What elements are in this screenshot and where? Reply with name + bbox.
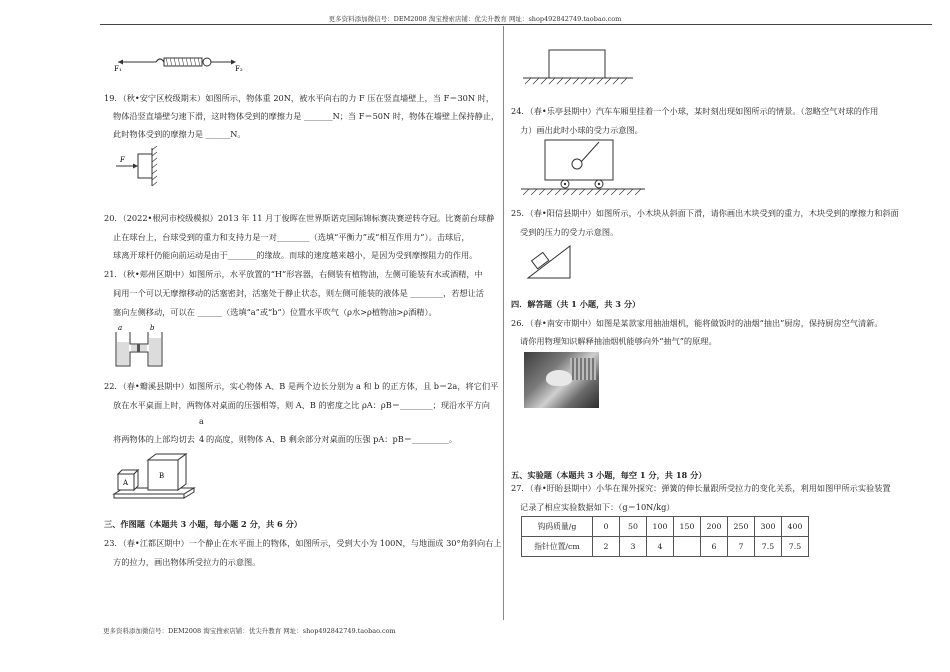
table-cell <box>674 537 701 557</box>
section-3-title: 三、作图题（本题共 3 小题，每小题 2 分，共 6 分） <box>104 519 302 529</box>
table-cell: 7.5 <box>755 537 782 557</box>
table-row <box>522 537 809 557</box>
q27-line1: 27．（春•盱眙县期中）小华在课外探究：弹簧的伸长量跟所受拉力的变化关系，利用如图甲所示实验装置 <box>511 483 891 493</box>
q20-line3: 球离开球杆仍能向前运动是由于_______的缘故。而球的速度越来越小，是因为受到摩擦阻力的作用。 <box>113 250 478 260</box>
table-cell: 指针位置/cm <box>522 537 593 557</box>
table-cell: 4 <box>647 537 674 557</box>
table-cell: 0 <box>593 517 620 537</box>
q23-line2: 方的拉力，画出物体所受拉力的示意图。 <box>113 557 261 567</box>
section-4-title: 四．解答题（共 1 小题，共 3 分） <box>511 299 641 309</box>
q19-line2: 物体沿竖直墙壁匀速下滑，这时物体受到的摩擦力是 _______N；当 F＝50N 时，物体在墙壁上保持静止， <box>113 111 500 121</box>
q19-line1: 19．（秋•安宁区校级期末）如图所示，物体重 20N，被水平向右的力 F 压在竖直墙壁上，当 F＝30N 时， <box>104 93 495 103</box>
q25-line2: 受到的压力的受力示意图。 <box>520 227 619 237</box>
table-cell: 250 <box>728 517 755 537</box>
table-cell: 钩码质量/g <box>522 517 593 537</box>
q19-f-label: F <box>120 156 125 164</box>
column-divider <box>503 26 504 620</box>
incline-figure <box>526 242 576 282</box>
header-rule <box>100 24 932 25</box>
spring-scale-figure <box>112 52 252 74</box>
table-cell: 400 <box>782 517 809 537</box>
q22-line3a: 将两物体的上部均切去 <box>113 434 195 444</box>
box-on-ground-figure <box>519 46 637 88</box>
table-cell: 50 <box>620 517 647 537</box>
q20-line2: 止在球台上，台球受到的重力和支持力是一对________（选填“平衡力”或“相互作用力”）。击球后， <box>113 232 470 242</box>
q21-line3: 塞向左侧移动，可以在 ______（选填“a”或“b”）位置水平吹气（ρ水>ρ植物油>ρ酒精）。 <box>113 307 437 317</box>
q21-line2: 间用一个可以无摩擦移动的活塞密封，活塞处于静止状态，则左侧可能装的液体是 ________，若想让活 <box>113 288 485 298</box>
q22-line1: 22．（春•瓣溪县期中）如图所示，实心物体 A、B 是两个边长分别为 a 和 b 的正方体，且 b＝2a，将它们平 <box>104 381 499 391</box>
table-cell: 7.5 <box>782 537 809 557</box>
table-cell: 7 <box>728 537 755 557</box>
q19-line3: 此时物体受到的摩擦力是 ______N。 <box>113 129 246 139</box>
q26-line1: 26．（春•南安市期中）如图是某款家用抽油烟机，能将做饭时的油烟“抽出”厨房，保持厨房空气清新。 <box>511 318 883 328</box>
table-cell: 6 <box>701 537 728 557</box>
cubes-figure <box>110 450 200 502</box>
table-cell: 300 <box>755 517 782 537</box>
cart-figure <box>519 138 649 200</box>
q27-line2: 记录了相应实验数据如下：（g＝10N/kg） <box>520 502 675 512</box>
table-cell: 2 <box>593 537 620 557</box>
table-cell: 100 <box>647 517 674 537</box>
q22-fraction-denominator: 4 <box>199 434 205 444</box>
f2-label: F₂ <box>235 65 243 73</box>
q24-line2: 力）画出此时小球的受力示意图。 <box>520 125 643 135</box>
q23-line1: 23．（春•江都区期中）一个静止在水平面上的物体，如图所示，受到大小为 100N，与地面成 30°角斜向右上 <box>104 538 502 548</box>
h-container-figure <box>112 322 167 370</box>
q24-line1: 24．（春•乐亭县期中）汽车车厢里挂着一个小球，某时刻出现如图所示的情景。（忽略空气对球的作用 <box>511 106 879 116</box>
q19-wall-figure <box>112 146 172 188</box>
label-b: b <box>150 324 155 332</box>
table-row <box>522 517 809 537</box>
label-a: a <box>118 324 123 332</box>
page-footer: 更多资料添加微信号：DEM2008 淘宝搜索店铺：优尖升教育 网址：shop492842749.taobao.com <box>103 627 396 635</box>
range-hood-vent <box>570 358 596 380</box>
table-cell: 200 <box>701 517 728 537</box>
range-hood-hand <box>546 370 572 386</box>
box-b-label: B <box>159 472 165 480</box>
q21-line1: 21．（秋•郏州区期中）如图所示，水平放置的“H”形容器，右侧装有植物油，左侧可能装有水或酒精，中 <box>104 269 483 279</box>
q20-line1: 20．（2022•根河市校级模拟）2013 年 11 月丁俊晖在世界斯诺克国际锦标赛决赛逆转夺冠。比赛前台球静 <box>104 213 495 223</box>
q26-line2: 请你用物理知识解释抽油烟机能够向外“抽气”的原理。 <box>520 336 717 346</box>
q22-line3b: 的高度，则物体 A、B 剩余部分对桌面的压强 pA：pB＝_________。 <box>206 434 457 444</box>
data-table <box>521 516 809 557</box>
table-cell: 150 <box>674 517 701 537</box>
page-header: 更多资料添加微信号：DEM2008 淘宝搜索店铺：优尖升教育 网址：shop492842749.taobao.com <box>328 15 622 23</box>
section-5-title: 五、实验题（本题共 3 小题，每空 1 分，共 18 分） <box>511 470 707 480</box>
q22-fraction-numerator: a <box>199 417 204 426</box>
box-a-label: A <box>123 479 129 487</box>
q22-line2: 放在水平桌面上时，两物体对桌面的压强相等，则 A、B 的密度之比 ρA：ρB＝________；现沿水平方向 <box>113 400 490 410</box>
range-hood-photo <box>524 352 599 408</box>
q25-line1: 25．（春•阳信县期中）如图所示，小木块从斜面下滑，请你画出木块受到的重力，木块受到的摩擦力和斜面 <box>511 208 899 218</box>
table-cell: 3 <box>620 537 647 557</box>
f1-label: F₁ <box>114 65 122 73</box>
